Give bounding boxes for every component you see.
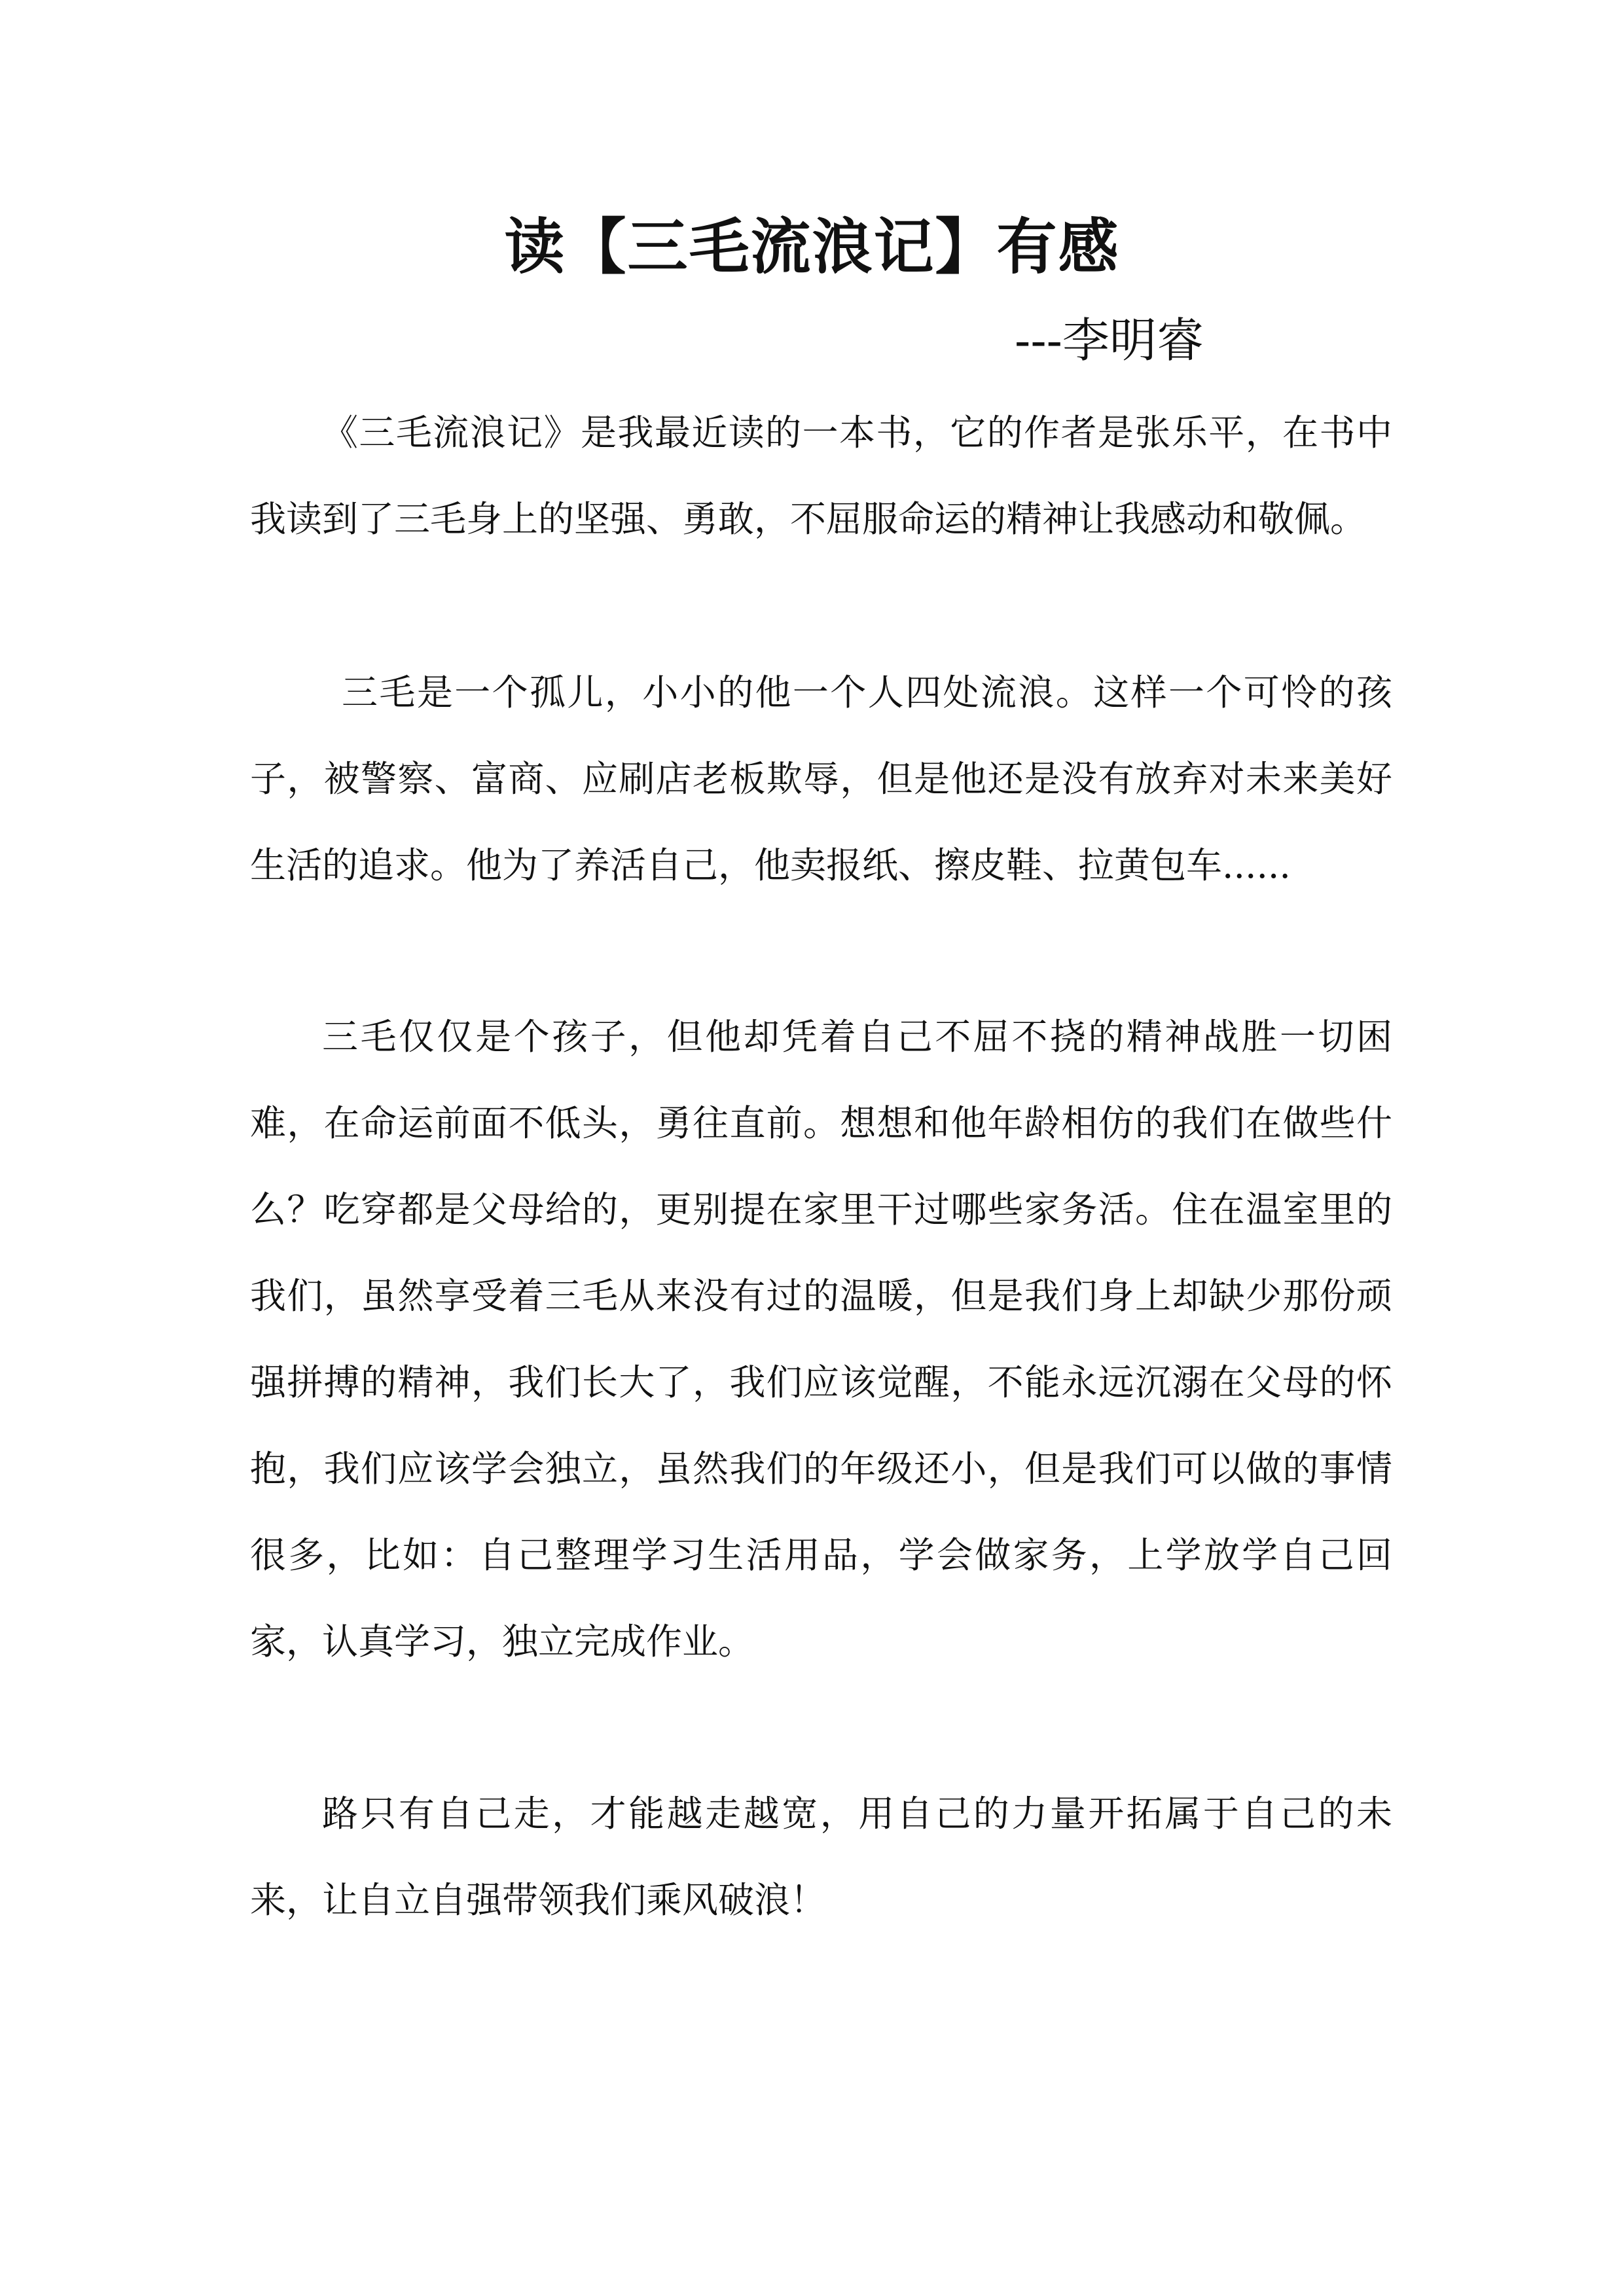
paragraph-4: 路只有自己走，才能越走越宽，用自己的力量开拓属于自己的未来，让自立自强带领我们乘风破浪！: [250, 1793, 1392, 1921]
paragraph-1: 《三毛流浪记》是我最近读的一本书，它的作者是张乐平，在书中我读到了三毛身上的坚强、勇敢，不屈服命运的精神让我感动和敬佩。: [250, 412, 1392, 540]
paragraph-3: 三毛仅仅是个孩子，但他却凭着自己不屈不挠的精神战胜一切困难，在命运前面不低头，勇往直前。想想和他年龄相仿的我们在做些什么？吃穿都是父母给的，更别提在家里干过哪些家务活。住在温室里的我们，虽然享受着三毛从来没有过的温暖，但是我们身上却缺少那份顽强拼搏的精神，我们长大了，我们应该觉醒，不能永远沉溺在父母的怀抱，我们应该学会独立，虽然我们的年级还小，但是我们可以做的事情很多，比如：自己整理学习生活用品，学会做家务，上学放学自己回家，认真学习，独立完成作业。: [250, 1016, 1392, 1662]
author-line: ---李明睿: [1015, 313, 1204, 368]
paragraph-2: 三毛是一个孤儿，小小的他一个人四处流浪。这样一个可怜的孩子，被警察、富商、应刷店老板欺辱，但是他还是没有放弃对未来美好生活的追求。他为了养活自己，他卖报纸、擦皮鞋、拉黄包车......: [250, 672, 1392, 886]
document-title: 读【三毛流浪记】有感: [504, 212, 1120, 282]
